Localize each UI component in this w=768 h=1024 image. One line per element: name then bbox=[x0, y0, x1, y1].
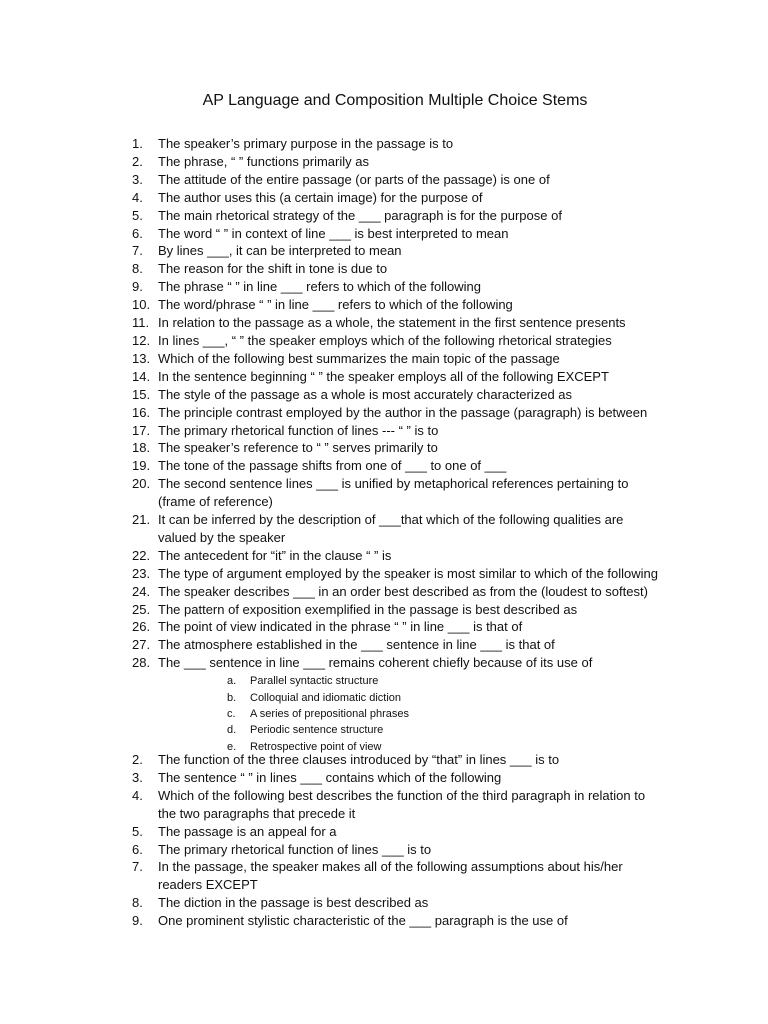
item-number: 23. bbox=[132, 565, 151, 581]
item-number: 5. bbox=[132, 207, 143, 223]
list-item bbox=[132, 260, 662, 278]
item-text: The word “ ” in context of line ___ is best interpreted to mean bbox=[158, 225, 509, 241]
item-number: 9. bbox=[132, 279, 143, 295]
item-number: 3. bbox=[132, 171, 143, 187]
option-text: A series of prepositional phrases bbox=[250, 708, 409, 720]
item-text: In the passage, the speaker makes all of the following assumptions about his/her readers EXCEPT bbox=[158, 859, 623, 893]
option-text: Colloquial and idiomatic diction bbox=[250, 691, 402, 704]
item-text: The phrase “ ” in line ___ refers to which of the following bbox=[158, 279, 482, 295]
item-text: The diction in the passage is best described as bbox=[158, 895, 429, 911]
option-text: Retrospective point of view bbox=[250, 740, 382, 753]
item-text: The main rhetorical strategy of the ___ paragraph is for the purpose of bbox=[158, 207, 562, 223]
item-text: The pattern of exposition exemplified in the passage is best described as bbox=[158, 601, 578, 617]
list-item bbox=[132, 207, 662, 225]
item-number: 8. bbox=[132, 895, 143, 911]
list-item bbox=[132, 153, 662, 171]
item-number: 7. bbox=[132, 859, 143, 875]
item-number: 21. bbox=[132, 512, 151, 528]
item-number: 24. bbox=[132, 583, 151, 599]
list-item bbox=[132, 278, 662, 296]
item-text: Which of the following best summarizes the main topic of the passage bbox=[158, 350, 560, 366]
item-text: By lines ___, it can be interpreted to mean bbox=[158, 243, 402, 259]
item-number: 11. bbox=[132, 315, 150, 331]
list-item bbox=[132, 135, 662, 153]
list-item bbox=[132, 475, 662, 511]
item-text: In the sentence beginning “ ” the speaker employs all of the following EXCEPT bbox=[158, 368, 609, 384]
item-text: The speaker describes ___ in an order best described as from the (loudest to softest) bbox=[158, 583, 648, 599]
item-number: 25. bbox=[132, 601, 151, 617]
item-text: The primary rhetorical function of lines ___ is to bbox=[158, 841, 432, 857]
item-number: 6. bbox=[132, 225, 143, 241]
list-item bbox=[132, 332, 662, 350]
stem-list-secondary bbox=[132, 751, 662, 930]
list-item bbox=[132, 314, 662, 332]
item-text: It can be inferred by the description of ___that which of the following qualities are valued by the speaker bbox=[158, 512, 624, 545]
item-number: 3. bbox=[132, 769, 143, 785]
item-text: The style of the passage as a whole is most accurately characterized as bbox=[158, 386, 573, 402]
item-text: In relation to the passage as a whole, the statement in the first sentence presents bbox=[158, 315, 626, 331]
stem-list-primary bbox=[132, 135, 662, 757]
list-item bbox=[132, 457, 662, 475]
list-item bbox=[132, 386, 662, 404]
item-number: 1. bbox=[132, 136, 143, 151]
item-text: The function of the three clauses introduced by “that” in lines ___ is to bbox=[158, 752, 560, 767]
item-number: 19. bbox=[132, 458, 151, 474]
item-number: 8. bbox=[132, 261, 143, 277]
list-item bbox=[132, 769, 662, 787]
list-item bbox=[132, 171, 662, 189]
option-item bbox=[227, 673, 662, 689]
list-item bbox=[132, 601, 662, 619]
answer-options bbox=[227, 673, 662, 755]
list-item bbox=[132, 439, 662, 457]
list-item bbox=[132, 823, 662, 841]
item-text: The speaker’s primary purpose in the passage is to bbox=[158, 136, 454, 151]
option-letter: e. bbox=[227, 740, 237, 753]
item-number: 12. bbox=[132, 332, 151, 348]
item-number: 17. bbox=[132, 422, 151, 438]
document-title: AP Language and Composition Multiple Choice Stems bbox=[202, 92, 588, 109]
list-item bbox=[132, 787, 662, 823]
list-item bbox=[132, 350, 662, 368]
list-item bbox=[132, 858, 662, 894]
item-number: 2. bbox=[132, 752, 143, 767]
item-number: 10. bbox=[132, 297, 151, 313]
option-item bbox=[227, 722, 662, 738]
item-text: The antecedent for “it” in the clause “ ” is bbox=[158, 547, 392, 563]
item-text: The principle contrast employed by the author in the passage (paragraph) is between bbox=[158, 404, 648, 420]
item-text: One prominent stylistic characteristic of the ___ paragraph is the use of bbox=[158, 913, 568, 929]
list-item bbox=[132, 894, 662, 912]
list-item bbox=[132, 912, 662, 930]
list-item bbox=[132, 565, 662, 583]
item-text: The atmosphere established in the ___ sentence in line ___ is that of bbox=[158, 637, 555, 653]
list-item bbox=[132, 422, 662, 440]
item-text: The sentence “ ” in lines ___ contains which of the following bbox=[158, 769, 502, 785]
list-item bbox=[132, 547, 662, 565]
option-text: Parallel syntactic structure bbox=[250, 675, 379, 688]
item-text: The point of view indicated in the phrase “ ” in line ___ is that of bbox=[158, 619, 523, 635]
list-item bbox=[132, 618, 662, 636]
list-item bbox=[132, 368, 662, 386]
item-number: 22. bbox=[132, 547, 151, 563]
item-text: Which of the following best describes the function of the third paragraph in relation to the two paragraphs that precede it bbox=[158, 787, 646, 821]
list-item bbox=[132, 404, 662, 422]
item-text: The ___ sentence in line ___ remains coherent chiefly because of its use of bbox=[158, 655, 593, 671]
item-number: 2. bbox=[132, 153, 143, 169]
item-number: 6. bbox=[132, 841, 143, 857]
option-letter: c. bbox=[227, 708, 236, 720]
list-item bbox=[132, 511, 662, 547]
item-number: 18. bbox=[132, 440, 151, 456]
item-number: 4. bbox=[132, 787, 143, 803]
list-item bbox=[132, 654, 662, 755]
item-text: The author uses this (a certain image) for the purpose of bbox=[158, 189, 483, 205]
option-letter: b. bbox=[227, 691, 237, 704]
item-number: 9. bbox=[132, 913, 143, 929]
item-text: The second sentence lines ___ is unified by metaphorical references pertaining to (frame of reference) bbox=[158, 476, 629, 510]
item-text: The primary rhetorical function of lines --- “ ” is to bbox=[158, 422, 439, 438]
item-text: The speaker’s reference to “ ” serves primarily to bbox=[158, 440, 438, 456]
list-item bbox=[132, 583, 662, 601]
item-text: The passage is an appeal for a bbox=[158, 823, 337, 839]
list-item bbox=[132, 751, 662, 769]
item-number: 15. bbox=[132, 386, 151, 402]
list-item bbox=[132, 296, 662, 314]
option-item bbox=[227, 706, 662, 722]
list-item bbox=[132, 636, 662, 654]
item-text: The type of argument employed by the speaker is most similar to which of the following bbox=[158, 565, 659, 581]
item-text: The word/phrase “ ” in line ___ refers to which of the following bbox=[158, 297, 513, 313]
option-letter: a. bbox=[227, 675, 237, 688]
item-text: The phrase, “ ” functions primarily as bbox=[158, 153, 369, 169]
item-number: 16. bbox=[132, 404, 151, 420]
list-item bbox=[132, 841, 662, 859]
item-number: 5. bbox=[132, 823, 143, 839]
item-number: 14. bbox=[132, 368, 151, 384]
option-item bbox=[227, 690, 662, 706]
item-text: In lines ___, “ ” the speaker employs which of the following rhetorical strategies bbox=[158, 332, 612, 348]
item-number: 4. bbox=[132, 189, 143, 205]
list-item bbox=[132, 225, 662, 243]
option-text: Periodic sentence structure bbox=[250, 724, 384, 737]
option-letter: d. bbox=[227, 724, 237, 737]
item-number: 27. bbox=[132, 637, 151, 653]
item-text: The tone of the passage shifts from one of ___ to one of ___ bbox=[158, 458, 507, 474]
item-number: 28. bbox=[132, 655, 151, 671]
list-item bbox=[132, 242, 662, 260]
list-item bbox=[132, 189, 662, 207]
item-number: 13. bbox=[132, 350, 151, 366]
item-number: 20. bbox=[132, 476, 151, 492]
item-text: The reason for the shift in tone is due to bbox=[158, 261, 388, 277]
item-number: 26. bbox=[132, 619, 151, 635]
item-text: The attitude of the entire passage (or parts of the passage) is one of bbox=[158, 171, 550, 187]
item-number: 7. bbox=[132, 243, 143, 259]
